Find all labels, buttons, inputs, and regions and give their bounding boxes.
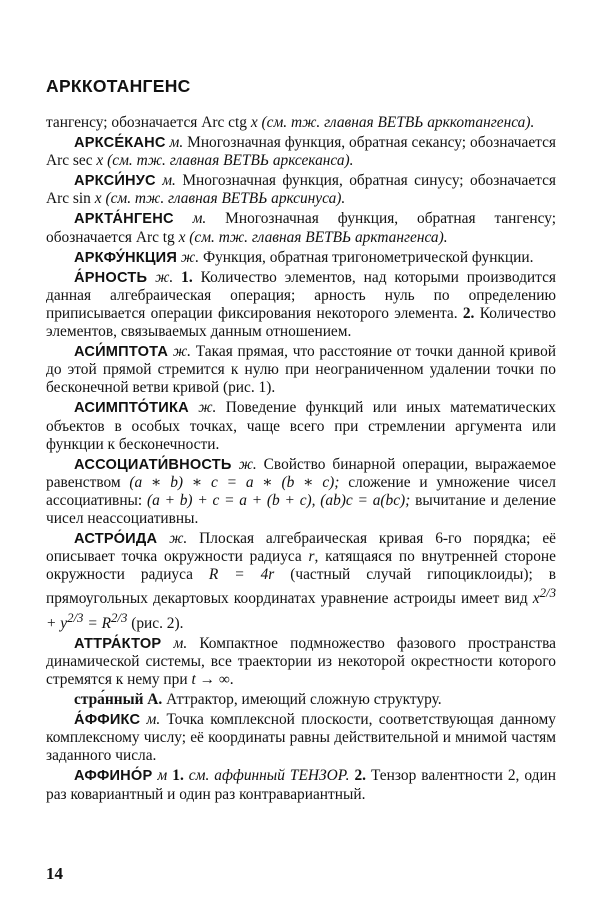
headword: АРКСЕ́КАНС [74, 135, 166, 152]
headword: АССОЦИАТИ́ВНОСТЬ [74, 456, 232, 473]
entry-arctangent: АРКТА́НГЕНС м. Многозначная функция, обратная тангенсу; обозначается Arc tg x (см. тж. главная ВЕТВЬ арктангенса). [46, 210, 556, 246]
headword: АРКТА́НГЕНС [74, 211, 174, 228]
entry-arcsine: АРКСИ́НУС м. Многозначная функция, обратная синусу; обозначается Arc sin x (см. тж. главная ВЕТВЬ арксинуса). [46, 172, 556, 208]
entry-affix: А́ФФИКС м. Точка комплексной плоскости, соответствующая данному комплексному числу; её координаты равны действительной и мнимой частям заданного числа. [46, 711, 556, 765]
entries-body [46, 114, 556, 804]
headword: А́ФФИКС [74, 712, 141, 729]
entry-astroid: АСТРО́ИДА ж. Плоская алгебраическая кривая 6-го порядка; её описывает точка окружности радиуса r, катящаяся по внутренней стороне окружности радиуса R = 4r (частный случай гипоциклоиды); в прямоугольных декартовых координатах уравнение астроиды имеет вид $x^{2/3} + y^{2/3} = R^{2/3}$ (рис. 2). [46, 530, 557, 632]
headword: АРКСИ́НУС [74, 173, 156, 190]
headword: АСИМПТО́ТИКА [74, 400, 189, 417]
headword: АСИ́МПТОТА [74, 344, 169, 361]
entry-affinor: АФФИНО́Р м 1. см. аффинный ТЕНЗОР. 2. Тензор валентности 2, один раз ковариантный и один раз контравариантный. [46, 767, 556, 803]
headword: А́РНОСТЬ [74, 269, 148, 286]
subheadword: стра́нный А. [74, 691, 163, 709]
entry-asymptotics: АСИМПТО́ТИКА ж. Поведение функций или иных математических объектов в особых точках, чаще всего при стремлении аргумента или функции к бесконечности. [46, 399, 556, 453]
entry-continuation: тангенсу; обозначается Arc ctg x (см. тж. главная ВЕТВЬ арккотангенса). [46, 114, 535, 131]
entry-associativity: АССОЦИАТИ́ВНОСТЬ ж. Свойство бинарной операции, выражаемое равенством (a ∗ b) ∗ c = a ∗ (b ∗ c); сложение и умножение чисел ассоциативны: (a + b) + c = a + (b + c), (ab)c = a(bc); вычитание и деление чисел неассоциативны. [46, 455, 557, 527]
entry-attractor: АТТРА́КТОР м. Компактное подмножество фазового пространства динамической системы, все траектории из некоторой окрестности которого стремятся к нему при t → ∞. [46, 634, 557, 688]
entry-arcsecant: АРКСЕ́КАНС м. Многозначная функция, обратная секансу; обозначается Arc sec x (см. тж. главная ВЕТВЬ арксеканса). [46, 134, 556, 170]
headword: АФФИНО́Р [74, 768, 153, 785]
running-head: АРККОТАНГЕНС [46, 76, 191, 96]
entry-strange-attractor: стра́нный А. Аттрактор, имеющий сложную структуру. [74, 691, 442, 709]
headword: АСТРО́ИДА [74, 531, 158, 548]
headword: АРКФУ́НКЦИЯ [74, 249, 178, 266]
entry-arity: А́РНОСТЬ ж. 1. Количество элементов, над которыми производится данная алгебраическая операция; арность нуль по определению приписывается операции фиксирования некоторого элемента. 2. Количество элементов, связываемых данным отношением. [46, 268, 556, 341]
page-number: 14 [46, 864, 63, 883]
headword: АТТРА́КТОР [74, 635, 162, 652]
entry-arcfunction: АРКФУ́НКЦИЯ ж. Функция, обратная тригонометрической функции. [74, 248, 534, 266]
entry-asymptote: АСИ́МПТОТА ж. Такая прямая, что расстояние от точки данной кривой до этой прямой стремится к нулю при неограниченном удалении точки по бесконечной ветви кривой (рис. 1). [46, 343, 556, 397]
